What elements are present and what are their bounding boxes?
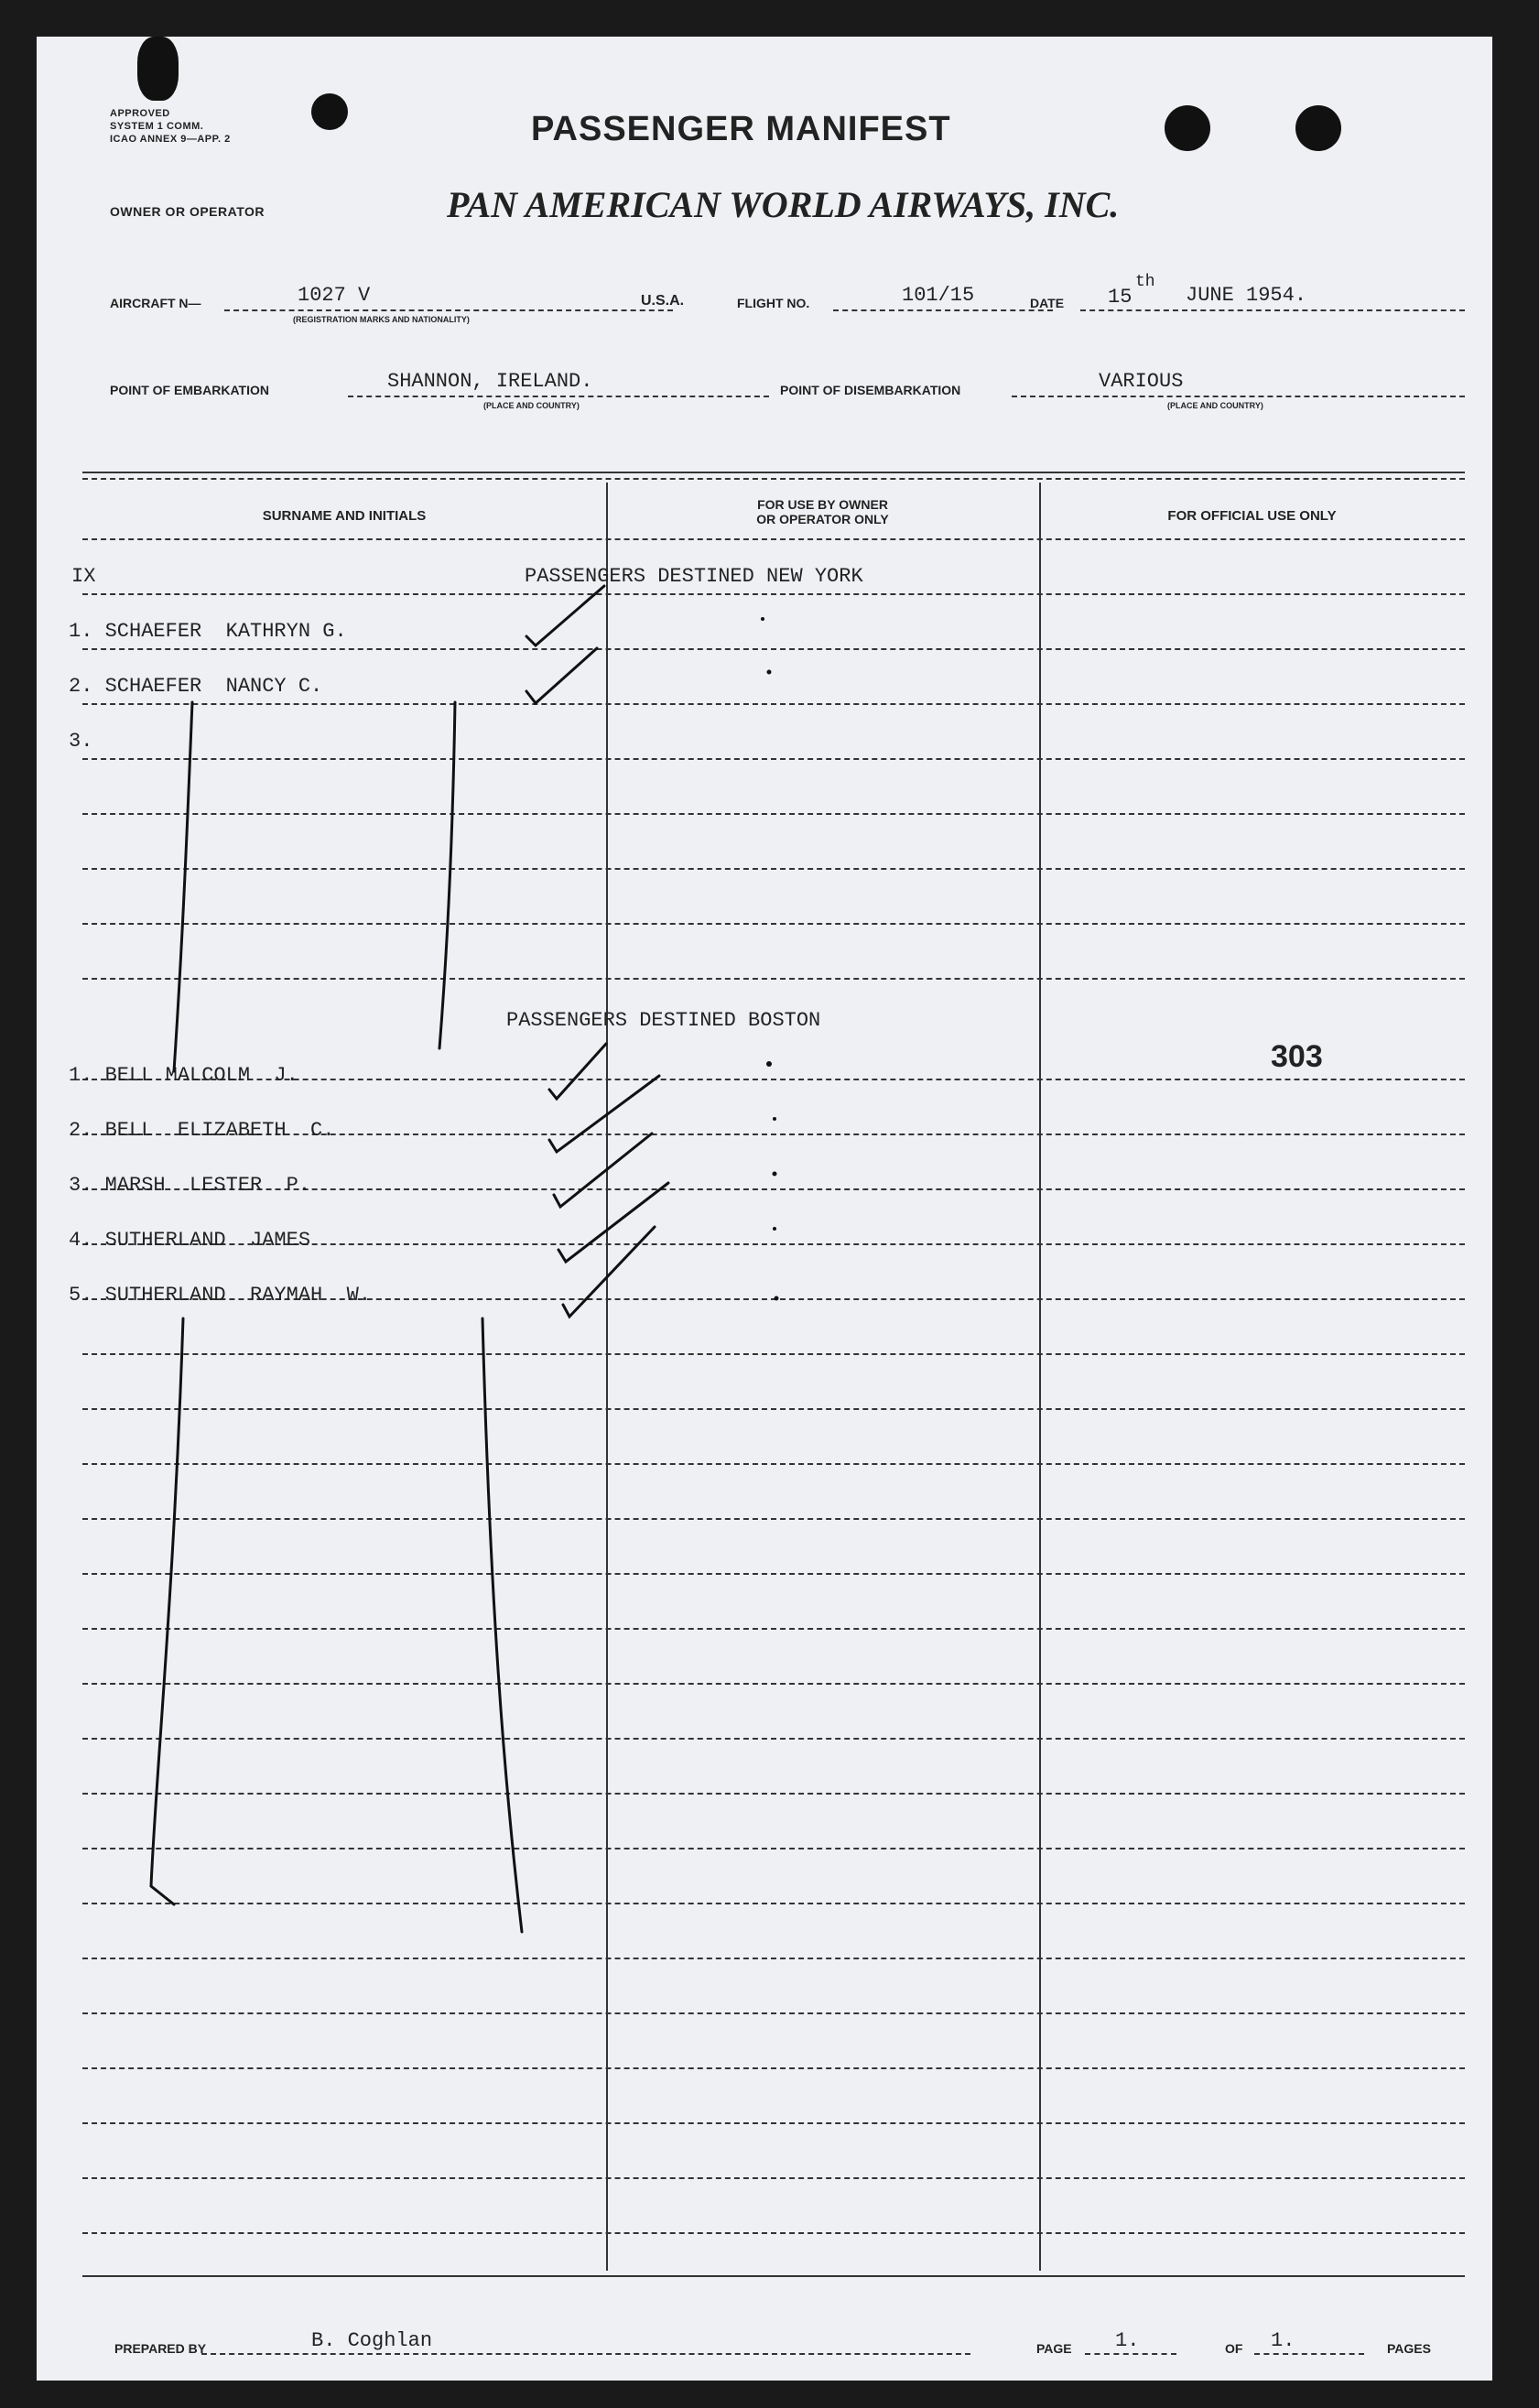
page-underline (1085, 2353, 1176, 2355)
date-label: DATE (1030, 296, 1065, 310)
bracket-line (151, 1318, 183, 1904)
tick-dot (766, 1061, 772, 1067)
flight-label: FLIGHT NO. (737, 296, 810, 310)
date-day: 15 (1108, 286, 1133, 309)
bracket-line (482, 1318, 522, 1932)
check-mark (549, 1044, 606, 1099)
bracket-line (174, 702, 192, 1071)
approval-line-3: ICAO ANNEX 9—APP. 2 (110, 134, 231, 145)
aircraft-sublabel: (REGISTRATION MARKS AND NATIONALITY) (293, 315, 470, 324)
tick-dot (773, 1227, 776, 1231)
embark-label: POINT OF EMBARKATION (110, 383, 269, 397)
flight-value: 101/15 (902, 284, 975, 307)
embark-sublabel: (PLACE AND COUNTRY) (483, 401, 580, 410)
of-label: OF (1225, 2341, 1243, 2356)
tick-dot (773, 1117, 776, 1121)
passenger-row: 2. SCHAEFER NANCY C. (69, 675, 323, 698)
aircraft-value: 1027 V (298, 284, 371, 307)
date-rest: JUNE 1954. (1186, 284, 1307, 307)
col-head-owner-1: FOR USE BY OWNER (757, 497, 888, 512)
tick-dot (761, 617, 764, 621)
tick-dot (767, 670, 772, 675)
nationality-label: U.S.A. (641, 293, 685, 309)
prepared-value: B. Coghlan (311, 2329, 433, 2352)
prepared-label: PREPARED BY (114, 2341, 207, 2356)
passenger-row: 4. SUTHERLAND JAMES (69, 1229, 311, 1252)
embark-value: SHANNON, IRELAND. (387, 370, 593, 393)
operator-name: PAN AMERICAN WORLD AIRWAYS, INC. (447, 184, 1120, 225)
passenger-row: 3. (69, 730, 93, 753)
check-mark (526, 648, 597, 703)
col-head-owner-2: OR OPERATOR ONLY (756, 512, 889, 526)
manifest-sheet (37, 37, 1492, 2381)
col-head-official: FOR OFFICIAL USE ONLY (1167, 508, 1337, 524)
page-value: 1. (1115, 2329, 1140, 2352)
disembark-value: VARIOUS (1099, 370, 1184, 393)
tick-dot (773, 1172, 777, 1177)
official-number: 303 (1271, 1039, 1323, 1074)
passenger-row: 1. SCHAEFER KATHRYN G. (69, 620, 347, 643)
approval-line-1: APPROVED (110, 108, 170, 119)
date-suffix: th (1135, 273, 1155, 291)
approval-line-2: SYSTEM 1 COMM. (110, 121, 204, 132)
section-marker: IX (71, 565, 96, 588)
of-underline (1254, 2353, 1364, 2355)
owner-label: OWNER OR OPERATOR (110, 204, 265, 219)
handwritten-marks (37, 37, 1492, 2381)
passenger-row: 1. BELL MALCOLM J. (69, 1064, 298, 1087)
pages-label: PAGES (1387, 2341, 1431, 2356)
disembark-label: POINT OF DISEMBARKATION (780, 383, 961, 397)
section-heading-boston: PASSENGERS DESTINED BOSTON (506, 1009, 821, 1032)
col-head-surname: SURNAME AND INITIALS (262, 508, 427, 524)
passenger-row: 5. SUTHERLAND RAYMAH W. (69, 1284, 372, 1307)
section-heading-new-york: PASSENGERS DESTINED NEW YORK (525, 565, 863, 588)
footer-top-rule (82, 2275, 1465, 2277)
passenger-row: 2. BELL ELIZABETH C. (69, 1119, 335, 1142)
check-mark (563, 1227, 655, 1317)
disembark-sublabel: (PLACE AND COUNTRY) (1167, 401, 1263, 410)
page-label: PAGE (1036, 2341, 1072, 2356)
of-value: 1. (1271, 2329, 1295, 2352)
prepared-underline (201, 2353, 970, 2355)
page-title: PASSENGER MANIFEST (531, 110, 951, 148)
bracket-line (439, 702, 455, 1048)
check-mark (526, 586, 604, 645)
tick-dot (775, 1296, 779, 1301)
aircraft-label: AIRCRAFT N— (110, 296, 201, 310)
passenger-row: 3. MARSH LESTER P. (69, 1174, 311, 1197)
